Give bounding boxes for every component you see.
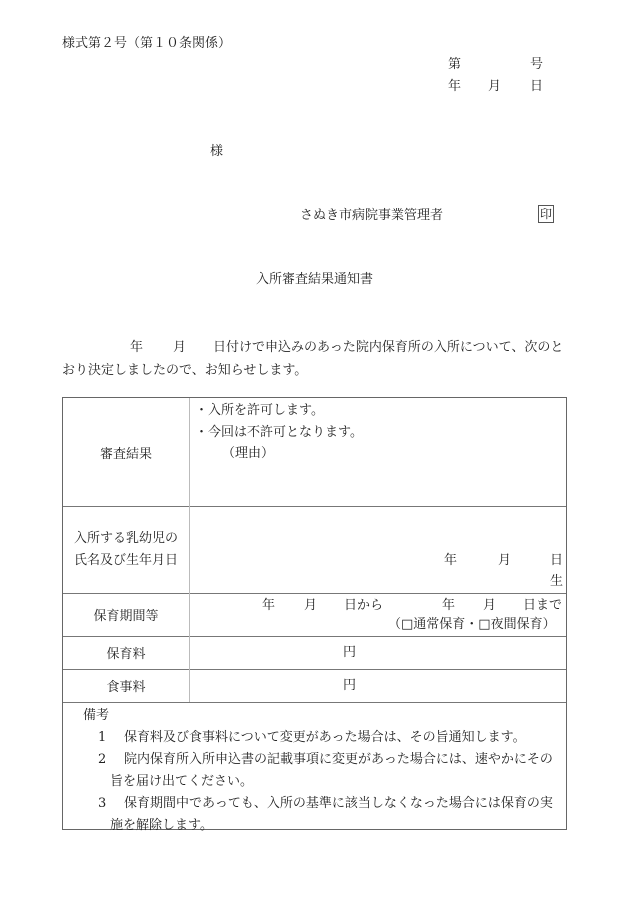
result-table bbox=[62, 397, 567, 833]
childcare-fee-unit: 円 bbox=[343, 645, 357, 660]
remark-2-text-1: 院内保育所入所申込書の記載事項に変更があった場合には、速やかにその bbox=[124, 752, 553, 767]
document-title: 入所審査結果通知書 bbox=[256, 272, 374, 287]
meal-fee-label: 食事料 bbox=[63, 669, 190, 702]
remarks-section bbox=[63, 703, 566, 833]
doc-number-prefix: 第 bbox=[448, 57, 462, 72]
meal-fee-value bbox=[190, 669, 566, 702]
intro-paragraph bbox=[62, 336, 572, 382]
childcare-fee-value bbox=[190, 636, 566, 669]
remark-1-text: 保育料及び食事料について変更があった場合は、その旨通知します。 bbox=[124, 730, 526, 745]
row-period bbox=[63, 593, 566, 637]
addressee-honorific: 様 bbox=[210, 144, 224, 159]
child-value bbox=[190, 506, 566, 593]
remark-3-text-2: 施を解除します。 bbox=[110, 818, 213, 833]
child-label-line2: 氏名及び生年月日 bbox=[73, 552, 178, 568]
form-number: 様式第２号（第１０条関係） bbox=[62, 36, 232, 51]
review-result-label: 審査結果 bbox=[63, 398, 190, 506]
remark-1-num: 1 bbox=[98, 730, 107, 745]
seal-icon: 印 bbox=[540, 207, 553, 221]
birth-month: 月 bbox=[498, 553, 512, 568]
meal-fee-unit: 円 bbox=[343, 678, 357, 693]
from-year: 年 bbox=[262, 598, 276, 613]
issue-date-day: 日 bbox=[530, 79, 544, 94]
remark-3-text-1: 保育期間中であっても、入所の基準に該当しなくなった場合には保育の実 bbox=[124, 796, 553, 811]
period-value bbox=[190, 593, 566, 636]
doc-number-suffix: 号 bbox=[530, 57, 544, 72]
remarks-label: 備考 bbox=[83, 708, 110, 723]
issue-date-month: 月 bbox=[488, 79, 502, 94]
review-result-value bbox=[190, 398, 566, 506]
option-deny: ・今回は不許可となります。 bbox=[195, 425, 363, 440]
issuer-name: さぬき市病院事業管理者 bbox=[300, 208, 444, 223]
born-label: 生 bbox=[550, 574, 564, 589]
birth-day: 日 bbox=[550, 553, 564, 568]
row-child bbox=[63, 506, 566, 594]
to-year: 年 bbox=[442, 598, 456, 613]
child-label-line1: 入所する乳幼児の bbox=[73, 530, 178, 546]
remark-2-num: 2 bbox=[98, 752, 107, 767]
row-review-result bbox=[63, 398, 566, 507]
row-meal-fee bbox=[63, 669, 566, 703]
to-month: 月 bbox=[483, 598, 497, 613]
period-label: 保育期間等 bbox=[63, 593, 190, 636]
remark-3-num: 3 bbox=[98, 796, 107, 811]
from-month: 月 bbox=[304, 598, 318, 613]
intro-year: 年 bbox=[130, 340, 144, 355]
from-day: 日から bbox=[344, 598, 384, 613]
option-permit: ・入所を許可します。 bbox=[195, 403, 324, 418]
birth-year: 年 bbox=[444, 553, 458, 568]
child-label bbox=[63, 506, 190, 593]
intro-month: 月 bbox=[173, 340, 187, 355]
row-childcare-fee bbox=[63, 636, 566, 670]
care-type-options: （□通常保育・□夜間保育） bbox=[388, 617, 556, 632]
reason-label: （理由） bbox=[222, 446, 275, 461]
intro-text-1: 日付けで申込みのあった院内保育所の入所について、次のと bbox=[213, 340, 564, 355]
issue-date-year: 年 bbox=[448, 79, 462, 94]
intro-text-2: おり決定しましたので、お知らせします。 bbox=[62, 363, 308, 378]
remark-2-text-2: 旨を届け出てください。 bbox=[110, 774, 254, 789]
childcare-fee-label: 保育料 bbox=[63, 636, 190, 669]
to-day: 日まで bbox=[523, 598, 563, 613]
